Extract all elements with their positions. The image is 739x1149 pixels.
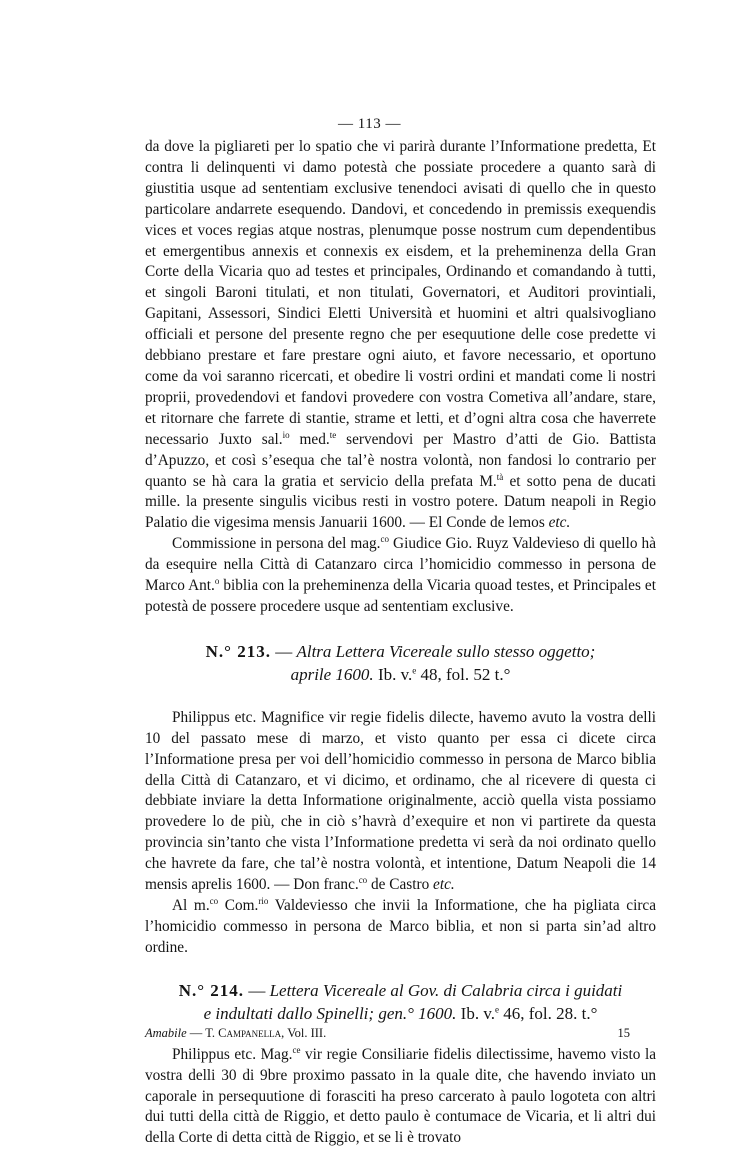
- page-body: [145, 137, 656, 1149]
- paragraph-continuation: da dove la pigliareti per lo spatio che vi parirà durante l’Informatione predetta, Et contra li delinquenti vi damo potestà che possiate procedere a quanto sarà di giustitia usque ad sententiam exclusive tenendoci avisati di quello che in questo particolare andarrete esequendo. Dandovi, et concedendo in premissis exequendis vices et voces regias atque nostras, plenumque posse nostrum cum dependentibus et emergentibus annexis et connexis ex eisdem, et la preheminenza della Gran Corte della Vicaria quo ad testes et principales, Ordinando et comandando à tutti, et singoli Baroni titulati, et non titulati, Governatori, et Auditori provintiali, Gapitani, Assessori, Sindici Eletti Università et huomini et altri qualsivogliano officiali et persone del presente regno che per esequutione delle cose predette vi debbiano prestare et fare prestare ogni aiuto, et favore necessario, et oportuno come da voi saranno ricercati, et obedire li vostri ordini et mandati come li nostri proprii, provedendovi et fandovi provedere con vostra Cometiva all’andare, stare, et ritornare che farrete di stantie, strame et letti, et d’ogni altra cosa che haverrete necessario Juxto sal.$^{io}$ med.$^{te}$ servendovi per Mastro d’atti de Gio. Battista d’Apuzzo, et così s’esequa che tal’è nostra volontà, non fandosi lo contrario per quanto se hà cara la gratia et servicio della prefata M.$^{tà}$ et sotto pena de ducati mille. la presente singulis vicibus resti in vostro potere. Datum neapoli in Regio Palatio die vigesima mensis Januarii 1600. — El Conde de lemos etc.: [145, 138, 656, 532]
- document-heading-213: N.° 213. — Altra Lettera Vicereale sullo stesso oggetto; aprile 1600. Ib. v.$^e$ 48, fol. 52 t.°: [205, 641, 596, 684]
- signature-mark: 15: [617, 1026, 630, 1040]
- document-heading-214: N.° 214. — Lettera Vicereale al Gov. di Calabria circa i guidati e indultati dallo Spinelli; gen.° 1600. Ib. v.$^e$ 46, fol. 28. t.°: [178, 980, 623, 1023]
- page-number: — 113 —: [338, 116, 401, 132]
- paragraph-letter-214: Philippus etc. Mag.$^{ce}$ vir regie Consiliarie fidelis dilectissime, havemo visto la vostra delli 30 di 9bre proximo passato in la quale dite, che havendo inviato un caporale in persequutione di forasciti ha preso carcerato à paulo logoteta con altri dui tutti della città de Riggio, et detto paulo è contumace de Vicaria, et li altri dui della Corte di detta città de Riggio, et se li è trovato: [145, 1044, 656, 1147]
- paragraph-note-213: Al m.$^{co}$ Com.$^{rio}$ Valdeviesso che invii la Informatione, che ha pigliata circa l’homicidio commesso in persona de Marco biblia, et non si parta sin’ad altro ordine.: [145, 895, 657, 956]
- footer-citation: Amabile — T. Campanella, Vol. III.: [145, 1026, 327, 1040]
- paragraph-commission-note: Commissione in persona del mag.$^{co}$ Giudice Gio. Ruyz Valdevieso di quello hà da esequire nella Città di Catanzaro circa l’homicidio commesso in persona de Marco Ant.$^o$ biblia con la preheminenza della Vicaria quoad testes, et Principales et potestà de possere procedere usque ad sententiam exclusive.: [145, 534, 656, 615]
- paragraph-letter-213: Philippus etc. Magnifice vir regie fidelis dilecte, havemo avuto la vostra delli 10 del passato mese di marzo, et visto quanto per essa ci dicete circa l’Informatione presa per voi dell’homicidio commesso in persona de Marco biblia della Città di Catanzaro, et vi dicimo, et ordinamo, che al ricevere di questa ci debbiate inviare la detta Informatione originalmente, acciò quella vista possiamo provedere lo de più, che in ciò s’havrà d’exequire et non vi partirete da questa provincia sin’tanto che vista l’Informatione predetta vi serà da noi ordinato quello che havrete da fare, che tal’è nostra volontà, et intentione, Datum Neapoli die 14 mensis aprelis 1600. — Don franc.$^{co}$ de Castro etc.: [145, 708, 656, 894]
